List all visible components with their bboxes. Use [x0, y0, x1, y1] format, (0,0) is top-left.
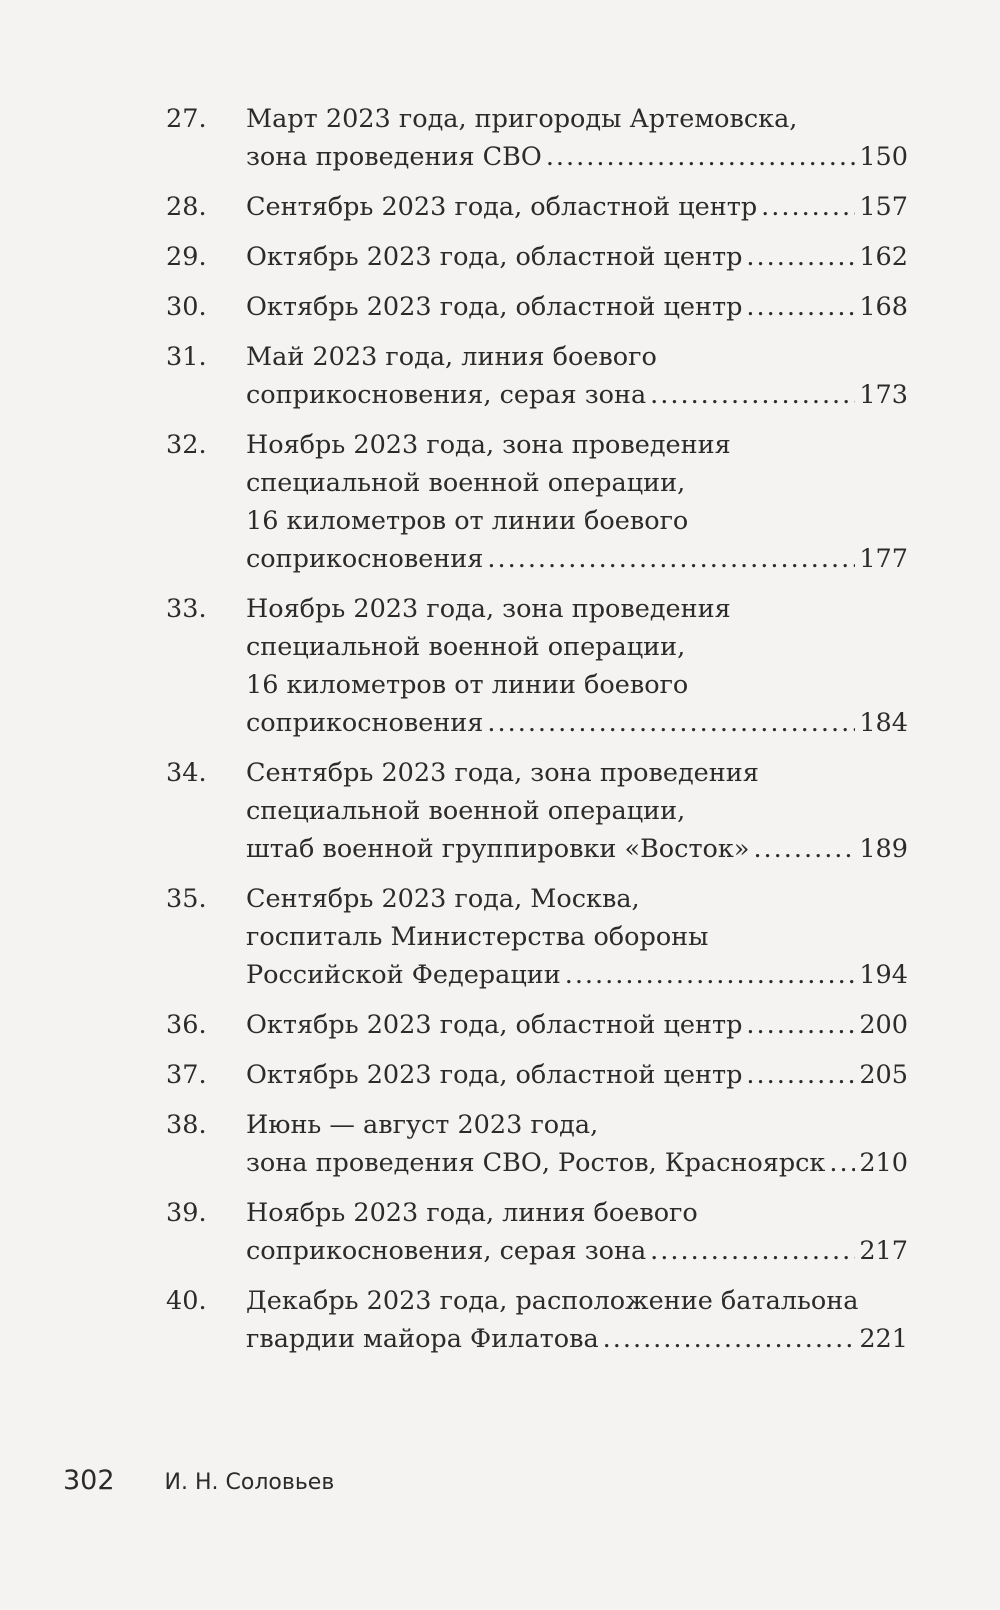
toc-entry-title-line: штаб военной группировки «Восток»: [246, 834, 750, 864]
toc-entry-title-line: соприкосновения: [246, 544, 484, 574]
toc-entry: [166, 590, 908, 742]
toc-entry-last-line: [246, 288, 908, 326]
toc-entry-title: [246, 1282, 908, 1358]
toc-entry-title: [246, 100, 908, 176]
toc-entry-title-line: Октябрь 2023 года, областной центр: [246, 1060, 743, 1090]
toc-entry-title-line: Октябрь 2023 года, областной центр: [246, 242, 743, 272]
toc-entry-title-line: специальной военной операции,: [246, 468, 686, 498]
toc-entry: [166, 1106, 908, 1182]
toc-entry-last-line: [246, 376, 908, 414]
toc-entry-title-line: Октябрь 2023 года, областной центр: [246, 292, 743, 322]
toc-entry-number: 30.: [166, 292, 207, 322]
dot-leader: [746, 288, 855, 326]
toc-entry-page-number: 217: [859, 1236, 908, 1266]
toc-entry-number: 28.: [166, 192, 207, 222]
toc-entry-last-line: [246, 1006, 908, 1044]
toc-entry-title-line: гвардии майора Филатова: [246, 1324, 599, 1354]
toc-entry-last-line: [246, 1056, 908, 1094]
dot-leader: [746, 238, 855, 276]
toc-entry-title: [246, 590, 908, 742]
toc-entry-title: [246, 288, 908, 326]
toc-entry-number: 27.: [166, 104, 207, 134]
toc-entry-page-number: 162: [859, 242, 908, 272]
toc-entry-title-line: Июнь — август 2023 года,: [246, 1110, 599, 1140]
toc-entry-title-line: Март 2023 года, пригороды Артемовска,: [246, 104, 798, 134]
toc-entry-title-line: специальной военной операции,: [246, 632, 686, 662]
toc-entry-page-number: 200: [859, 1010, 908, 1040]
toc-entry-last-line: [246, 540, 908, 578]
dot-leader: [746, 1056, 855, 1094]
toc-entry: [166, 1056, 908, 1094]
toc-entry-title-line: специальной военной операции,: [246, 796, 686, 826]
toc-entry-page-number: 205: [859, 1060, 908, 1090]
toc-entry-title-line: соприкосновения: [246, 708, 484, 738]
dot-leader: [829, 1144, 855, 1182]
toc-entry-title: [246, 1106, 908, 1182]
toc-entry: [166, 188, 908, 226]
toc-entry-title-line: Сентябрь 2023 года, зона проведения: [246, 758, 759, 788]
toc-entry-title-line: Декабрь 2023 года, расположение батальона: [246, 1286, 859, 1316]
toc-entry: [166, 288, 908, 326]
dot-leader: [753, 830, 855, 868]
page-number: 302: [63, 1465, 115, 1496]
dot-leader: [487, 540, 855, 578]
toc-entry-page-number: 210: [859, 1148, 908, 1178]
toc-entry-number: 38.: [166, 1110, 207, 1140]
toc-entry-number: 39.: [166, 1198, 207, 1228]
toc-entry-last-line: [246, 188, 908, 226]
toc-entry-page-number: 157: [859, 192, 908, 222]
toc-entry: [166, 100, 908, 176]
toc-entry-title-line: Российской Федерации: [246, 960, 561, 990]
dot-leader: [487, 704, 855, 742]
toc-entry-title: [246, 188, 908, 226]
toc-entry-title-line: Ноябрь 2023 года, зона проведения: [246, 430, 731, 460]
toc-entry-page-number: 168: [859, 292, 908, 322]
dot-leader: [565, 956, 856, 994]
toc-entry-last-line: [246, 138, 908, 176]
toc-entry-last-line: [246, 238, 908, 276]
toc-entry-last-line: [246, 1320, 908, 1358]
toc-entry-title-line: 16 километров от линии боевого: [246, 506, 689, 536]
dot-leader: [603, 1320, 856, 1358]
toc-entry-last-line: [246, 1144, 908, 1182]
toc-entry-title-line: Сентябрь 2023 года, областной центр: [246, 192, 758, 222]
toc-entry-title: [246, 1006, 908, 1044]
toc-entry: [166, 1194, 908, 1270]
toc-entry-title: [246, 426, 908, 578]
toc-entry-number: 33.: [166, 594, 207, 624]
toc-entry-number: 35.: [166, 884, 207, 914]
toc-entry-title: [246, 238, 908, 276]
toc-entry-title-line: зона проведения СВО, Ростов, Красноярск: [246, 1148, 826, 1178]
toc-entry-page-number: 221: [859, 1324, 908, 1354]
dot-leader: [746, 1006, 855, 1044]
dot-leader: [650, 376, 855, 414]
toc-entry-number: 29.: [166, 242, 207, 272]
toc-entry-title: [246, 880, 908, 994]
toc-entry-page-number: 189: [859, 834, 908, 864]
toc-entry-last-line: [246, 704, 908, 742]
toc-entry-title-line: госпиталь Министерства обороны: [246, 922, 709, 952]
toc-entry-title-line: Сентябрь 2023 года, Москва,: [246, 884, 640, 914]
toc-entry: [166, 238, 908, 276]
toc-entry-last-line: [246, 1232, 908, 1270]
dot-leader: [650, 1232, 855, 1270]
toc-entry-title-line: соприкосновения, серая зона: [246, 380, 647, 410]
toc-entry-title-line: Ноябрь 2023 года, линия боевого: [246, 1198, 698, 1228]
toc-entry-number: 31.: [166, 342, 207, 372]
toc-entry: [166, 880, 908, 994]
toc-entry-page-number: 150: [859, 142, 908, 172]
toc-entry-title: [246, 754, 908, 868]
toc-entry-title-line: соприкосновения, серая зона: [246, 1236, 647, 1266]
dot-leader: [546, 138, 856, 176]
toc-entry-title-line: Октябрь 2023 года, областной центр: [246, 1010, 743, 1040]
table-of-contents: [166, 100, 908, 1370]
toc-entry-page-number: 177: [859, 544, 908, 574]
dot-leader: [761, 188, 855, 226]
toc-entry-number: 34.: [166, 758, 207, 788]
toc-entry-title: [246, 1194, 908, 1270]
toc-entry-page-number: 184: [859, 708, 908, 738]
toc-entry-title: [246, 338, 908, 414]
toc-entry-number: 37.: [166, 1060, 207, 1090]
toc-entry-title-line: Май 2023 года, линия боевого: [246, 342, 657, 372]
page-footer: [63, 1465, 334, 1496]
toc-entry-number: 32.: [166, 430, 207, 460]
toc-entry: [166, 754, 908, 868]
toc-entry-title-line: 16 километров от линии боевого: [246, 670, 689, 700]
toc-entry: [166, 338, 908, 414]
toc-entry-last-line: [246, 830, 908, 868]
toc-entry-page-number: 194: [859, 960, 908, 990]
toc-entry-title: [246, 1056, 908, 1094]
toc-entry-last-line: [246, 956, 908, 994]
toc-entry: [166, 1006, 908, 1044]
toc-entry-number: 40.: [166, 1286, 207, 1316]
toc-entry: [166, 1282, 908, 1358]
toc-entry-title-line: зона проведения СВО: [246, 142, 542, 172]
author-name: И. Н. Соловьев: [164, 1470, 335, 1495]
toc-entry-title-line: Ноябрь 2023 года, зона проведения: [246, 594, 731, 624]
toc-entry-number: 36.: [166, 1010, 207, 1040]
toc-entry: [166, 426, 908, 578]
toc-entry-page-number: 173: [859, 380, 908, 410]
